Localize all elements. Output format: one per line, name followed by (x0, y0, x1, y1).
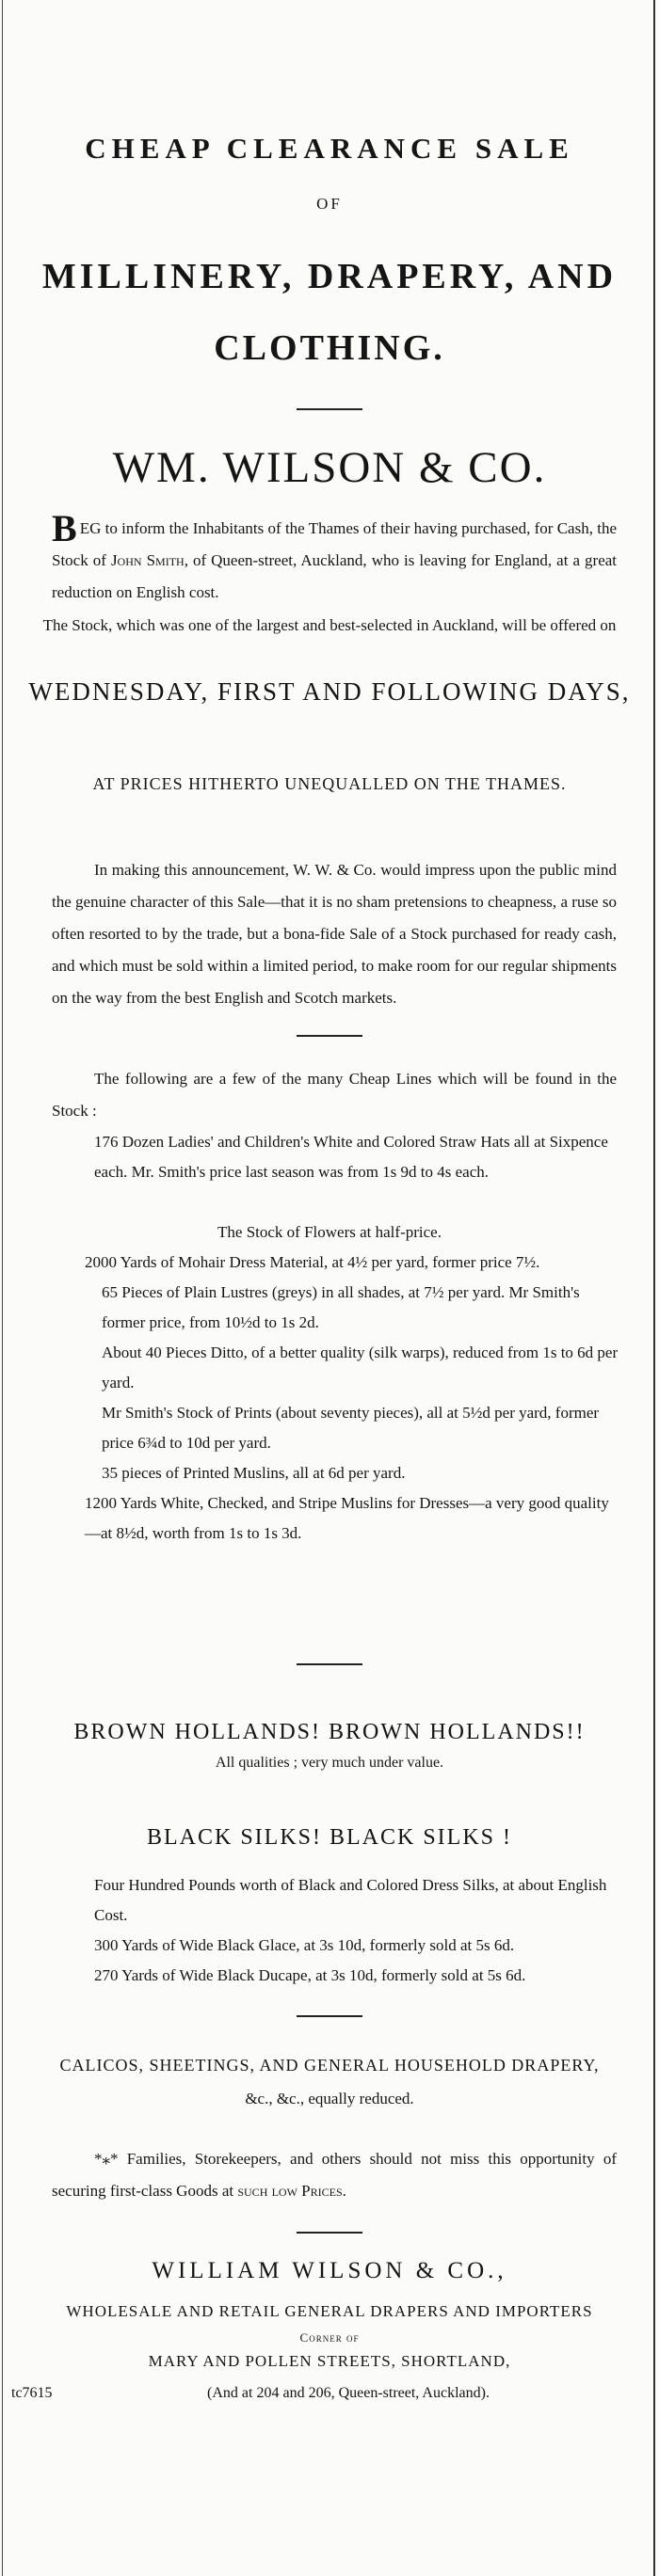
footer-corner: Corner of (299, 2330, 360, 2345)
at-prices-heading: AT PRICES HITHERTO UNEQUALLED ON THE THAMES. (92, 774, 567, 793)
intro-name: John Smith (110, 551, 185, 569)
firm-name: WM. WILSON & CO. (112, 443, 547, 492)
item-text: 65 Pieces of Plain Lustres (greys) in all shades, at 7½ per yard. Mr Smith's former price, from 10½d to 1s 2d. (102, 1283, 580, 1331)
item-text: The Stock of Flowers at half-price. (217, 1223, 442, 1241)
drop-cap: B (52, 507, 77, 549)
list-item (102, 1458, 621, 1488)
intro-text-1: EG to inform the Inhabitants of the Thames of their having purchased, for Cash, the Stock of (52, 519, 617, 569)
families-paragraph (52, 2143, 617, 2207)
intro-paragraph (52, 507, 618, 609)
list-item (85, 1248, 621, 1278)
calicos-sub: &c., &c., equally reduced. (245, 2090, 414, 2107)
divider-rule (297, 1663, 362, 1665)
footer-address: (And at 204 and 206, Queen-street, Auckland). (207, 2385, 490, 2401)
list-item (85, 1488, 621, 1549)
heading-clearance-sale: CHEAP CLEARANCE SALE (85, 132, 574, 165)
item-text: 300 Yards of Wide Black Glace, at 3s 10d, formerly sold at 5s 6d. (94, 1936, 515, 1954)
list-item (94, 1127, 621, 1187)
heading-millinery: MILLINERY, DRAPERY, AND (41, 257, 618, 296)
item-text: About 40 Pieces Ditto, of a better quality (silk warps), reduced from 1s to 6d per yard. (102, 1344, 619, 1391)
list-item (94, 1931, 621, 1961)
item-text: 176 Dozen Ladies' and Children's White and Colored Straw Hats all at Sixpence each. Mr. Smith's price last season was from 1s 9d to 4s each. (94, 1133, 608, 1181)
item-text: 1200 Yards White, Checked, and Stripe Muslins for Dresses—a very good quality—at 8½d, worth from 1s to 1s 3d. (85, 1494, 609, 1542)
list-item (102, 1398, 621, 1458)
page-edge-left (2, 0, 3, 2576)
list-item (102, 1338, 621, 1398)
intro-text-2: , of Queen-street, Auckland, who is leaving for England, at a great reduction on English cost. (52, 551, 618, 601)
brown-hollands-heading: BROWN HOLLANDS! BROWN HOLLANDS!! (73, 1720, 586, 1744)
divider-rule (297, 1035, 362, 1037)
families-text: Families, Storekeepers, and others should not miss this opportunity of securing first-class Goods at (52, 2150, 617, 2200)
item-text: Mr Smith's Stock of Prints (about seventy pieces), all at 5½d per yard, former price 6¾d to 10d per yard. (102, 1404, 600, 1452)
footer-firm-name: WILLIAM WILSON & CO., (152, 2258, 507, 2283)
divider-rule (297, 408, 362, 410)
lines-intro: The following are a few of the many Cheap Lines which will be found in the Stock : (52, 1070, 617, 1120)
brown-hollands-sub: All qualities ; very much under value. (215, 1755, 444, 1771)
asterism-mark: *⁎* (94, 2150, 119, 2168)
footer-wholesale: WHOLESALE AND RETAIL GENERAL DRAPERS AND IMPORTERS (66, 2302, 593, 2320)
page-edge-right (653, 0, 655, 2576)
stock-note: The Stock, which was one of the largest and best-selected in Auckland, will be offered on (42, 616, 617, 634)
item-text: 2000 Yards of Mohair Dress Material, at 4½ per yard, former price 7½. (85, 1253, 540, 1271)
black-silks-heading: BLACK SILKS! BLACK SILKS ! (146, 1825, 513, 1850)
divider-rule (297, 2015, 362, 2017)
divider-rule (297, 2232, 362, 2234)
footer-streets: MARY AND POLLEN STREETS, SHORTLAND, (148, 2352, 511, 2370)
families-emphasis: such low Prices (237, 2182, 343, 2200)
item-text: 35 pieces of Printed Muslins, all at 6d per yard. (102, 1464, 406, 1482)
list-item (0, 1217, 659, 1248)
heading-clothing: CLOTHING. (214, 328, 445, 368)
item-text: Four Hundred Pounds worth of Black and Colored Dress Silks, at about English Cost. (94, 1876, 607, 1924)
heading-of: OF (316, 195, 343, 213)
calicos-heading: CALICOS, SHEETINGS, AND GENERAL HOUSEHOLD DRAPERY, (59, 2056, 600, 2075)
ad-code: tc7615 (11, 2385, 53, 2401)
list-item (94, 1961, 621, 1991)
list-item (94, 1870, 621, 1931)
item-text: 270 Yards of Wide Black Ducape, at 3s 10d, formerly sold at 5s 6d. (94, 1966, 526, 1984)
wednesday-heading: WEDNESDAY, FIRST AND FOLLOWING DAYS, (28, 677, 631, 706)
families-end: . (342, 2182, 346, 2200)
list-item (102, 1278, 621, 1338)
announcement-paragraph: In making this announcement, W. W. & Co. would impress upon the public mind the genuine character of this Sale—that it is no sham pretensions to cheapness, a ruse so often resorted to by the trade, but a bona-fide Sale of a Stock purchased for ready cash, and which must be sold within a limited period, to make room for our regular shipments on the way from the best English and Scotch markets. (52, 861, 617, 1007)
